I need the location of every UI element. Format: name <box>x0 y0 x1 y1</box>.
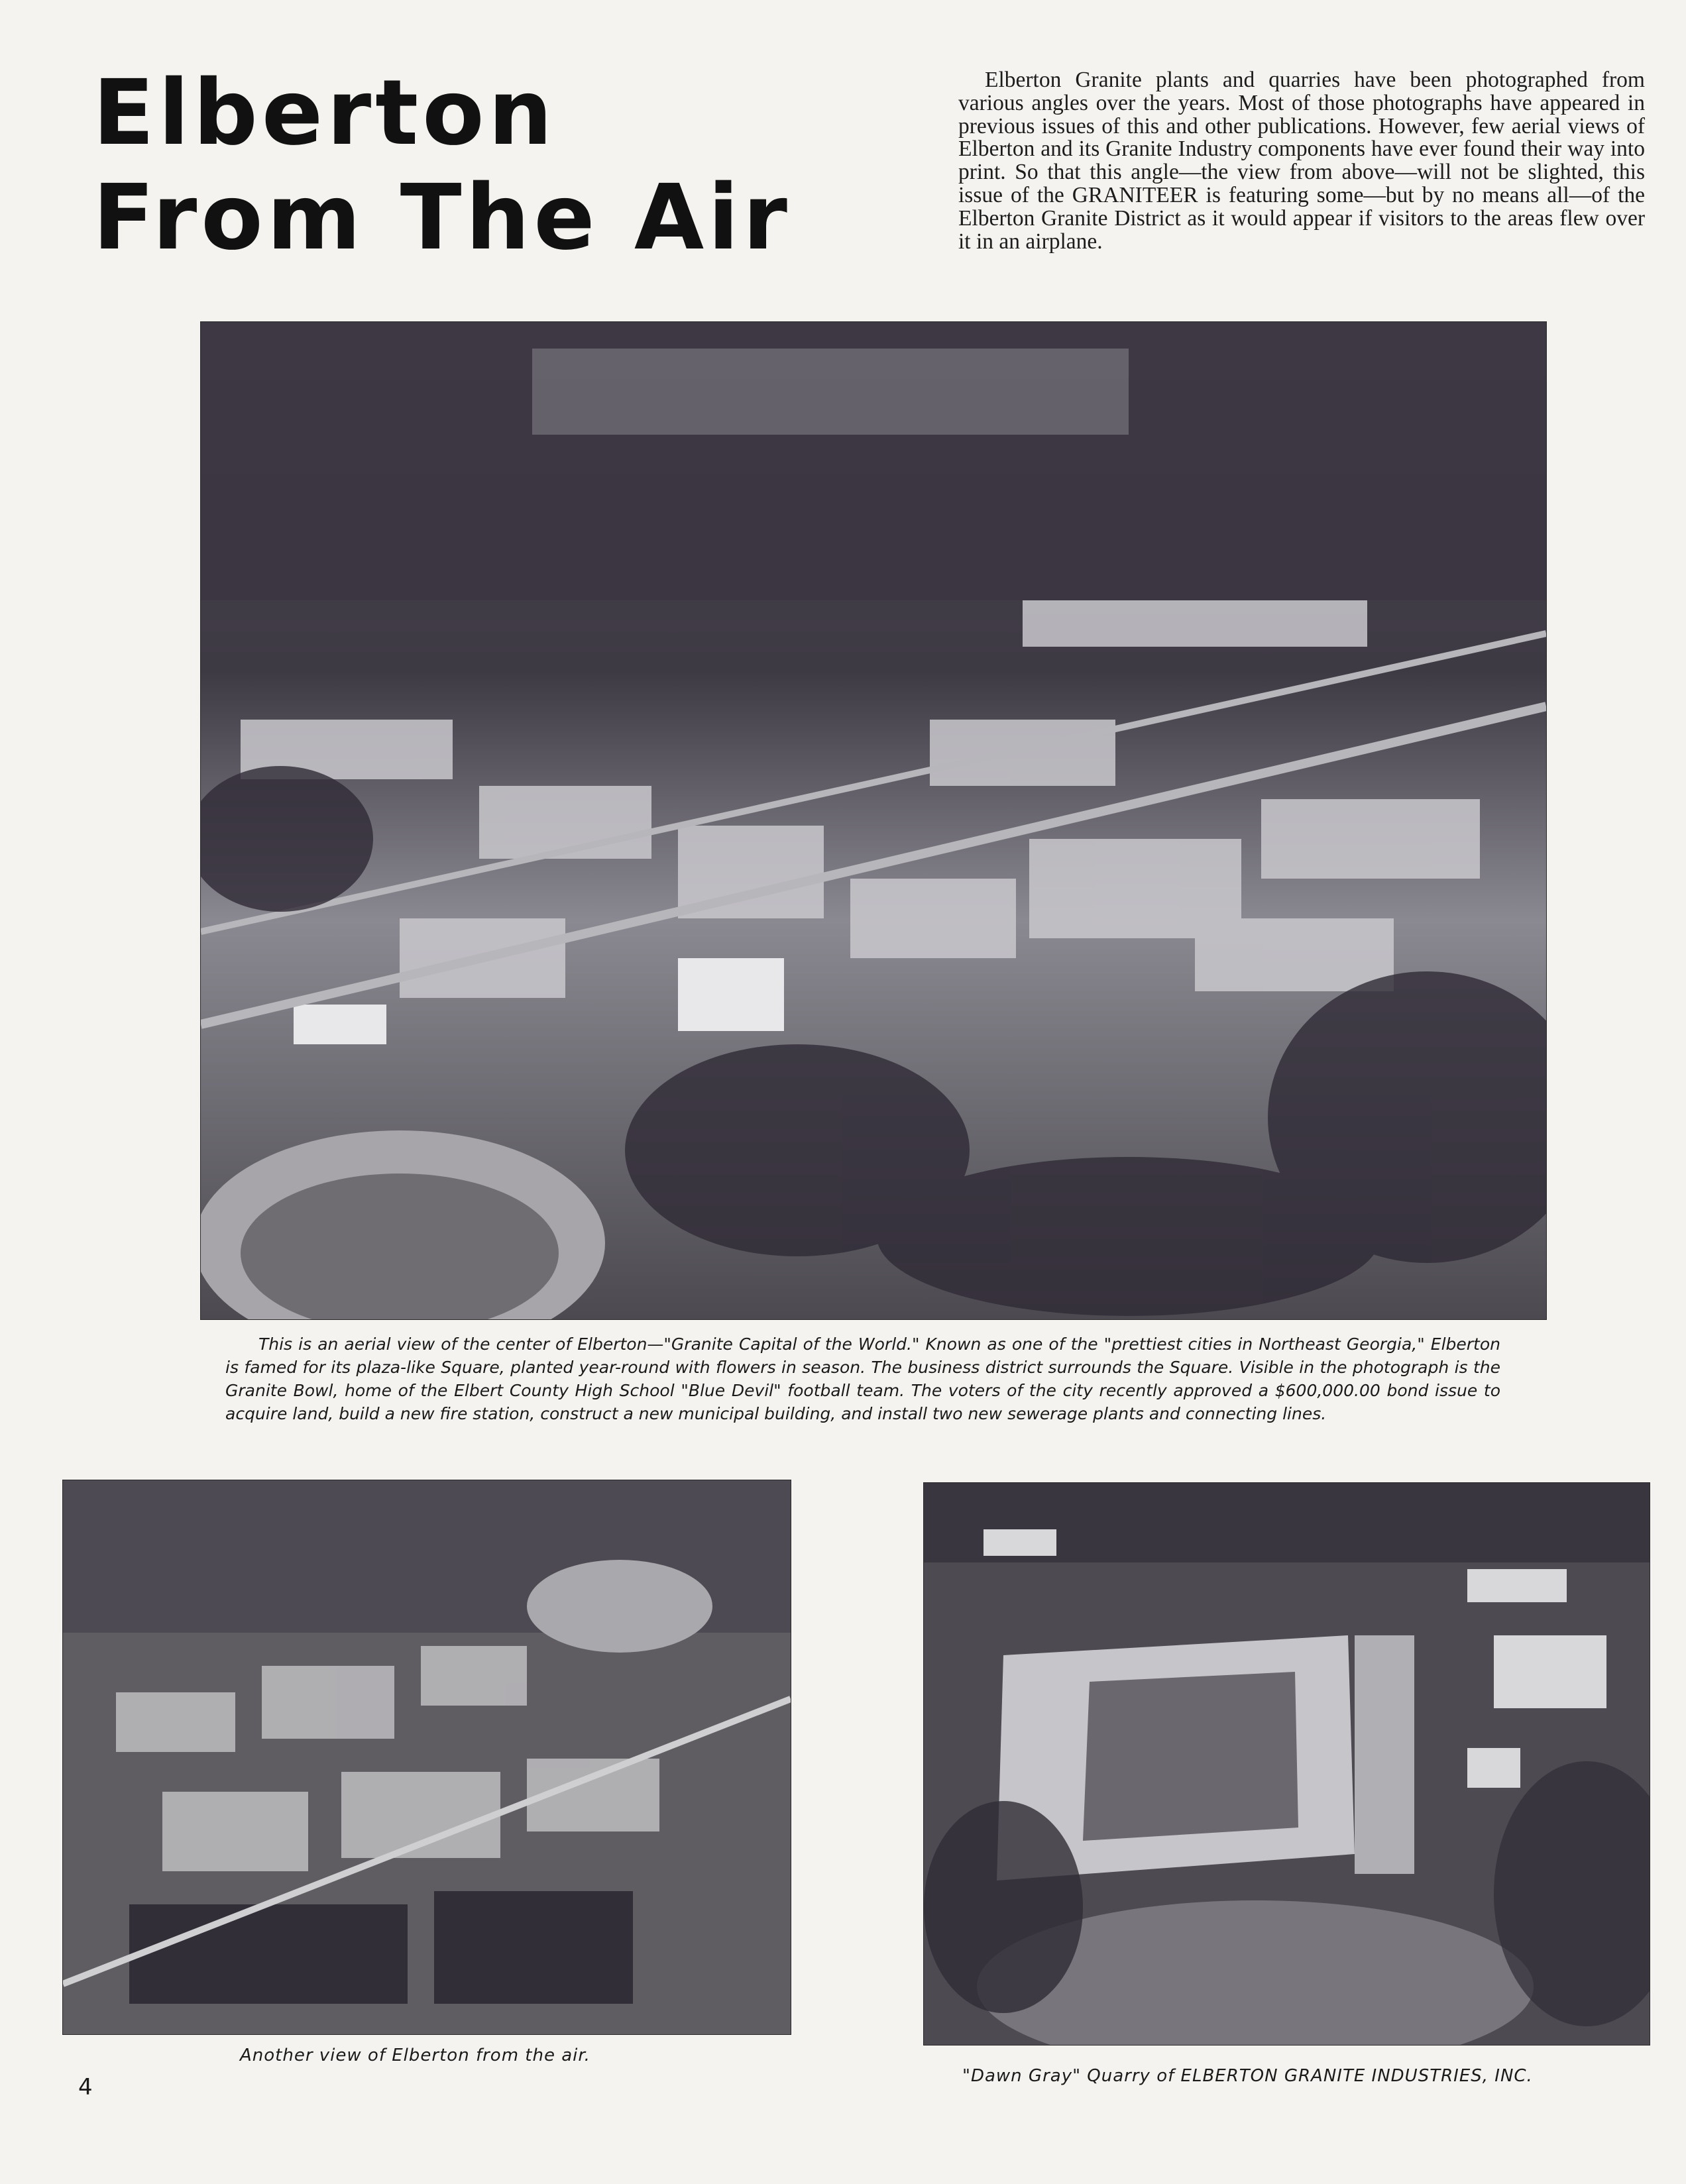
article-headline <box>93 61 875 270</box>
headline-line-1: Elberton <box>93 61 557 166</box>
main-aerial-photo <box>200 321 1547 1320</box>
secondary-aerial-photo <box>62 1480 791 2035</box>
quarry-photo-caption: "Dawn Gray" Quarry of ELBERTON GRANITE INDUSTRIES, INC. <box>962 2066 1533 2086</box>
secondary-aerial-photo-image <box>63 1480 791 2034</box>
intro-paragraph: Elberton Granite plants and quarries have been photographed from various angles over the years. Most of those photographs have appeared in previous issues of this and other publications. However, few aerial views of Elberton and its Granite Industry components have ever found their way into print. So that this angle—the view from above—will not be slighted, this issue of the GRANITEER is featuring some—but by no means all—of the Elberton Granite District as it would appear if visitors to the areas flew over it in an airplane. <box>958 68 1645 254</box>
quarry-photo-image <box>924 1483 1650 2045</box>
headline-line-2: From The Air <box>93 166 791 270</box>
main-aerial-photo-image <box>201 322 1546 1319</box>
page-number: 4 <box>78 2074 93 2101</box>
main-photo-caption: This is an aerial view of the center of Elberton—"Granite Capital of the World." Known as one of the "prettiest cities in Northeast Georgia," Elberton is famed for its plaza-like Square, planted year-round with flowers in season. The business district surrounds the Square. Visible in the photograph is the Granite Bowl, home of the Elbert County High School "Blue Devil" football team. The voters of the city recently approved a $600,000.00 bond issue to acquire land, build a new fire station, construct a new municipal building, and install two new sewerage plants and connecting lines. <box>225 1335 1500 1423</box>
quarry-photo <box>923 1482 1650 2046</box>
secondary-photo-caption: Another view of Elberton from the air. <box>240 2046 590 2065</box>
